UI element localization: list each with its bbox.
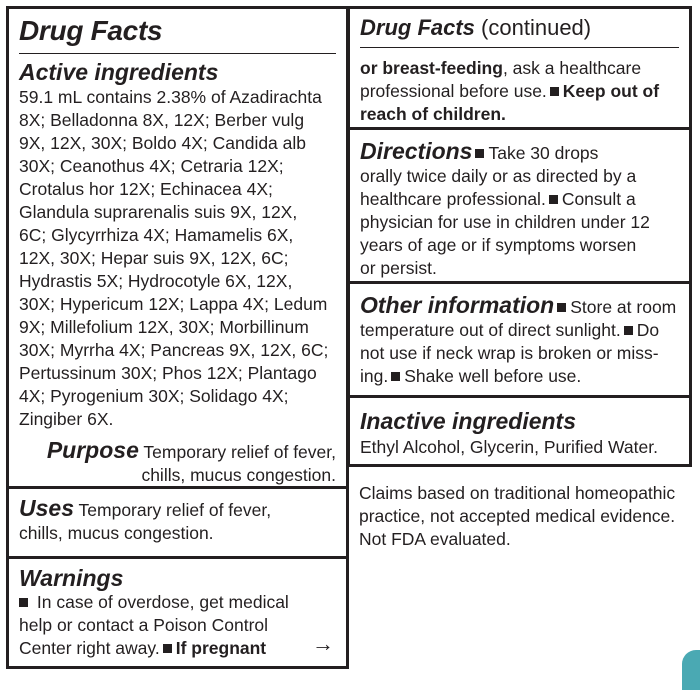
other-text-1: Store at room xyxy=(570,297,677,317)
uses-block xyxy=(19,497,338,545)
inactive-ingredients-panel xyxy=(347,395,692,467)
purpose-heading: Purpose xyxy=(46,437,139,463)
active-line: Hydrastis 5X; Hydrocotyle 6X, 12X, xyxy=(19,271,293,291)
active-line: 9X, 12X, 30X; Boldo 4X; Candida alb xyxy=(19,133,307,153)
active-line: 59.1 mL contains 2.38% of Azadirachta xyxy=(19,87,322,107)
active-ingredients-heading: Active ingredients xyxy=(19,59,219,85)
active-line: 30X; Hypericum 12X; Lappa 4X; Ledum xyxy=(19,294,328,314)
uses-text-2: chills, mucus congestion. xyxy=(19,523,214,543)
drug-facts-title: Drug Facts xyxy=(19,15,163,46)
continued-heading: Drug Facts xyxy=(360,15,475,40)
warnings-text xyxy=(19,591,338,660)
other-line-2b: Do xyxy=(636,320,660,340)
dir-line-3b: Consult a xyxy=(561,189,636,209)
directions-panel xyxy=(347,127,692,285)
warn-line-3: Center right away. xyxy=(19,638,160,658)
bullet-square-icon xyxy=(550,87,559,96)
uses-panel xyxy=(6,486,349,560)
dir-line-6: or persist. xyxy=(360,258,437,278)
directions-block xyxy=(360,140,681,280)
cont-text-2: professional before use. xyxy=(360,81,547,101)
active-line: Glandula suprarenalis suis 9X, 12X, xyxy=(19,202,298,222)
claims-line-2: practice, not accepted medical evidence. xyxy=(359,506,676,526)
bullet-square-icon xyxy=(549,195,558,204)
claims-line-1: Claims based on traditional homeopathic xyxy=(359,483,676,503)
bullet-square-icon xyxy=(624,326,633,335)
warnings-panel xyxy=(6,556,349,669)
dir-line-3a: healthcare professional. xyxy=(360,189,546,209)
purpose-text-2: chills, mucus congestion. xyxy=(141,465,336,485)
active-line: 30X; Ceanothus 4X; Cetraria 12X; xyxy=(19,156,284,176)
other-information-block xyxy=(360,294,681,388)
inactive-ingredients-heading: Inactive ingredients xyxy=(360,408,577,434)
title-rule xyxy=(19,53,336,54)
dir-line-2: orally twice daily or as directed by a xyxy=(360,166,637,186)
active-line: 8X; Belladonna 8X, 12X; Berber vulg xyxy=(19,110,305,130)
other-line-4b: Shake well before use. xyxy=(404,366,582,386)
breast-feeding-bold: or breast-feeding xyxy=(360,58,503,78)
other-line-3: not use if neck wrap is broken or miss- xyxy=(360,343,659,363)
inactive-ingredients-text: Ethyl Alcohol, Glycerin, Purified Water. xyxy=(360,437,658,457)
uses-text-1: Temporary relief of fever, xyxy=(78,500,272,520)
continued-rule xyxy=(360,47,679,48)
bullet-square-icon xyxy=(163,644,172,653)
dir-line-4: physician for use in children under 12 xyxy=(360,212,650,232)
claims-line-3: Not FDA evaluated. xyxy=(359,529,511,549)
dir-text-1: Take 30 drops xyxy=(488,143,599,163)
drug-facts-continued-panel xyxy=(347,6,692,131)
continued-text xyxy=(360,57,681,126)
reach-children-bold: reach of children. xyxy=(360,104,506,124)
continued-heading-row xyxy=(360,15,681,41)
warn-line-2: help or contact a Poison Control xyxy=(19,615,269,635)
corner-color-accent xyxy=(682,650,700,690)
arrow-right-icon: → xyxy=(312,631,334,656)
active-line: Crotalus hor 12X; Echinacea 4X; xyxy=(19,179,273,199)
cont-text-1: , ask a healthcare xyxy=(502,58,642,78)
warn-if-pregnant: If pregnant xyxy=(175,638,267,658)
drug-facts-panel xyxy=(6,6,349,490)
keep-out-bold: Keep out of xyxy=(562,81,660,101)
continued-suffix: (continued) xyxy=(481,15,592,40)
other-information-heading: Other information xyxy=(360,292,555,318)
bullet-square-icon xyxy=(391,372,400,381)
warn-line-1: In case of overdose, get medical xyxy=(36,592,289,612)
active-line: 30X; Myrrha 4X; Pancreas 9X, 12X, 6C; xyxy=(19,340,329,360)
active-ingredients-text xyxy=(19,86,338,431)
active-line: 9X; Millefolium 12X, 30X; Morbillinum xyxy=(19,317,309,337)
other-line-2a: temperature out of direct sunlight. xyxy=(360,320,621,340)
uses-heading: Uses xyxy=(19,495,74,521)
active-line: Zingiber 6X. xyxy=(19,409,114,429)
claims-disclaimer xyxy=(359,482,694,551)
bullet-square-icon xyxy=(19,598,28,607)
other-information-panel xyxy=(347,281,692,399)
directions-heading: Directions xyxy=(360,138,473,164)
active-line: Pertussinum 30X; Phos 12X; Plantago xyxy=(19,363,317,383)
bullet-square-icon xyxy=(557,303,566,312)
active-line: 12X, 30X; Hepar suis 9X, 12X, 6C; xyxy=(19,248,289,268)
purpose-block xyxy=(19,439,336,487)
warnings-heading: Warnings xyxy=(19,565,124,591)
active-line: 6C; Glycyrrhiza 4X; Hamamelis 6X, xyxy=(19,225,294,245)
dir-line-5: years of age or if symptoms worsen xyxy=(360,235,637,255)
bullet-square-icon xyxy=(475,149,484,158)
purpose-text-1: Temporary relief of fever, xyxy=(143,442,336,462)
other-line-4a: ing. xyxy=(360,366,389,386)
active-line: 4X; Pyrogenium 30X; Solidago 4X; xyxy=(19,386,289,406)
